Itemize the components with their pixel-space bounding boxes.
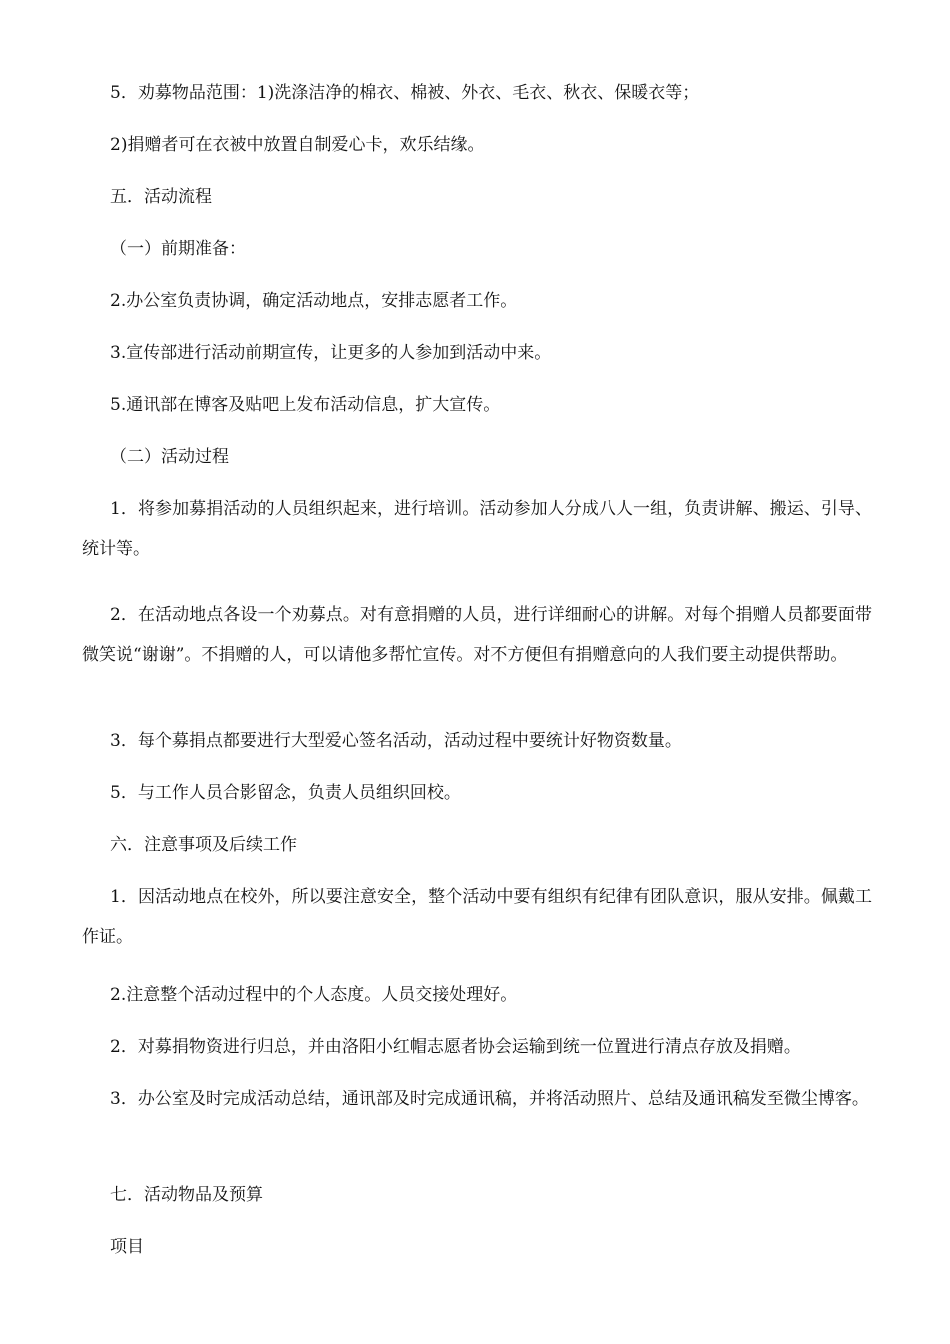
notes-item-summary: 3．办公室及时完成活动总结，通讯部及时完成通讯稿，并将活动照片、总结及通讯稿发至微尘博客。 [110,1089,869,1109]
prep-item-communication: 5.通讯部在博客及贴吧上发布活动信息，扩大宣传。 [110,395,501,415]
prep-item-publicity: 3.宣传部进行活动前期宣传，让更多的人参加到活动中来。 [110,343,552,363]
budget-item-label: 项目 [110,1237,144,1257]
section-heading-process: 五．活动流程 [110,187,212,207]
notes-item-safety: 1．因活动地点在校外，所以要注意安全，整个活动中要有组织有纪律有团队意识，服从安排。佩戴工作证。 [82,887,872,947]
notes-item-attitude: 2.注意整个活动过程中的个人态度。人员交接处理好。 [110,985,518,1005]
process-item-photo: 5．与工作人员合影留念，负责人员组织回校。 [110,783,461,803]
section-heading-budget: 七．活动物品及预算 [110,1185,263,1205]
process-item-donation-point: 2．在活动地点各设一个劝募点。对有意捐赠的人员，进行详细耐心的讲解。对每个捐赠人员都要面带微笑说“谢谢”。不捐赠的人，可以请他多帮忙宣传。对不方便但有捐赠意向的人我们要主动提供帮助。 [82,605,872,665]
subsection-preparation: （一）前期准备： [110,239,246,259]
notes-item-material-transport: 2．对募捐物资进行归总，并由洛阳小红帽志愿者协会运输到统一位置进行清点存放及捐赠。 [110,1037,801,1057]
section-heading-notes: 六．注意事项及后续工作 [110,835,297,855]
process-item-training: 1．将参加募捐活动的人员组织起来，进行培训。活动参加人分成八人一组，负责讲解、搬运、引导、统计等。 [82,499,872,559]
donation-scope-line: 5．劝募物品范围：1)洗涤洁净的棉衣、棉被、外衣、毛衣、秋衣、保暖衣等； [110,83,700,103]
love-card-line: 2)捐赠者可在衣被中放置自制爱心卡，欢乐结缘。 [110,135,485,155]
process-item-signature: 3．每个募捐点都要进行大型爱心签名活动，活动过程中要统计好物资数量。 [110,731,682,751]
subsection-activity-process: （二）活动过程 [110,447,229,467]
prep-item-office: 2.办公室负责协调，确定活动地点，安排志愿者工作。 [110,291,518,311]
